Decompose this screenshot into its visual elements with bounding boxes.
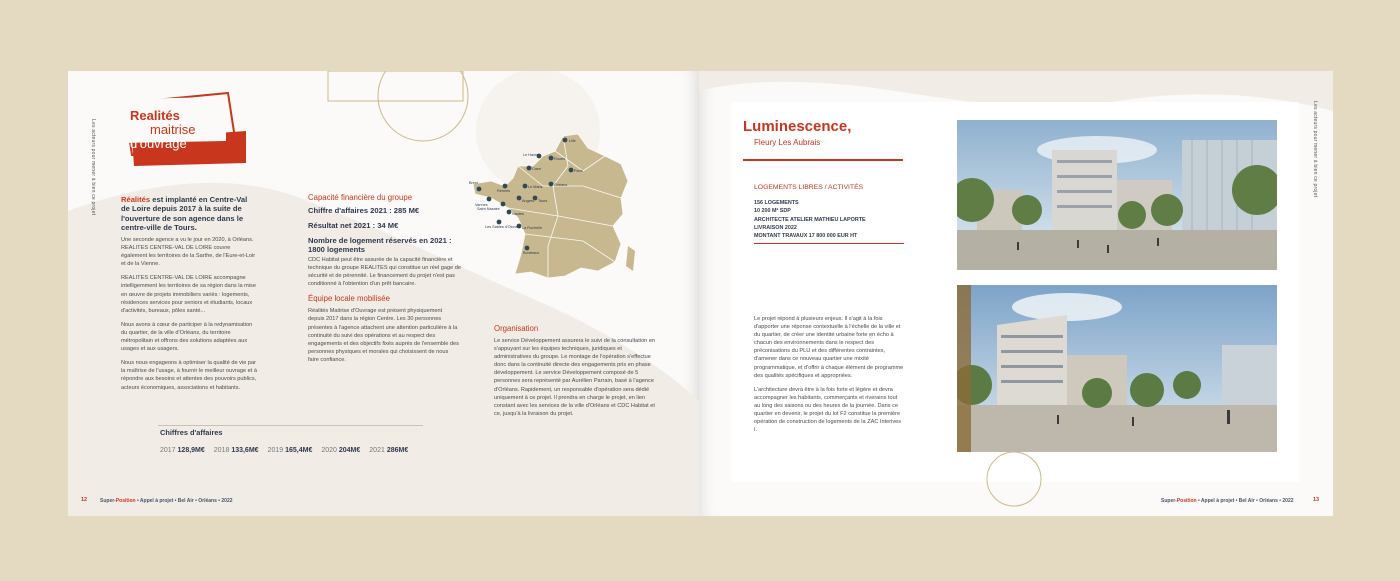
- finance-block: [308, 193, 468, 364]
- architecture-render-2: [957, 285, 1277, 452]
- title-line-2: maitrise: [150, 122, 196, 137]
- net-line: Résultat net 2021 : 34 M€: [308, 221, 399, 230]
- map-label: Angers: [522, 199, 535, 203]
- spec-divider: [754, 243, 904, 244]
- body-paragraph: Nous avons à cœur de participer à la redynamisation du quartier, de la ville d'Orléans, du territoire métropolitain et offrons des solutions adaptées aux usages et aux usagers.: [121, 321, 253, 353]
- revenue-item: 2017 128,9M€: [160, 447, 205, 454]
- project-subtitle: Fleury Les Aubrais: [754, 138, 821, 147]
- revenue-item: 2018 133,6M€: [213, 447, 259, 454]
- intro-lede: [121, 195, 251, 233]
- revenue-divider: [158, 425, 423, 426]
- revenue-item: 2020 204M€: [321, 447, 361, 454]
- map-label: Le Mans: [528, 185, 543, 189]
- decorative-circle: [984, 441, 1044, 516]
- revenue-item: 2019 165,4M€: [267, 447, 313, 454]
- spec-item: ARCHITECTE ATELIER MATHIEU LAPORTE: [754, 216, 866, 223]
- side-label: Les acteurs pour mener à bien ce projet: [1312, 101, 1318, 198]
- map-label: Rennes: [497, 189, 511, 193]
- revenue-heading: Chiffres d'affaires: [160, 428, 223, 437]
- intro-body: [121, 236, 257, 398]
- page-number: 12: [81, 497, 88, 503]
- finance-heading: Capacité financière du groupe: [308, 193, 413, 202]
- body-paragraph: REALITES CENTRE-VAL DE LOIRE accompagne intelligemment les territoires de sa région dans la mise en œuvre de projets immobiliers variés : logements, résidences services pour seniors et étudiants, locaux d'activités, bureaux, pôles santé...: [121, 275, 256, 314]
- organisation-heading: Organisation: [494, 324, 539, 333]
- architecture-render-1: [957, 120, 1277, 270]
- organisation-text: Le service Développement assurera le suivi de la consultation en s'appuyant sur les équipes techniques, juridiques et administratives du groupe. Le montage de l'opération s'effectue donc dans la continuité directe des engagements pris en phase développement. Le service Développement composé de 5 personnes sera représenté par Aurélien Parrain, basé à l'agence d'Orléans. Rapidement, un responsable d'opération sera dédié uniquement à ce projet. Il prendra en charge le projet, en lien constant avec les services de la ville d'Orléans et CDC Habitat et ce, jusqu'à la livraison du projet.: [494, 338, 656, 417]
- map-label: Caen: [532, 167, 542, 171]
- map-label: Vannes: [475, 203, 488, 207]
- body-paragraph: Nous nous engageons à optimiser la qualité de vie par la maîtrise de l'usage, à fournir le meilleur ouvrage et à répondre aux besoins et attentes des pouvoirs publics, acteurs économiques, associations et habitants.: [121, 360, 258, 391]
- map-label: Brest: [469, 181, 478, 185]
- description-paragraph: L'architecture devra être à la fois forte et légère et devra accompagner les habitants, commerçants et riverains tout au long des saisons ou des heures de la journée. Dans ce quartier en devenir, le projet du lot F2 constitue la première opération de construction de logements de la ZAC Interives I.: [754, 386, 902, 434]
- map-label: Bordeaux: [523, 251, 540, 255]
- ca-line: Chiffre d'affaires 2021 : 285 M€: [308, 206, 420, 215]
- map-label: Les Sables d'Olonne: [485, 225, 520, 229]
- spec-list: [754, 199, 914, 240]
- map-label: Paris: [574, 169, 583, 173]
- map-label: Tours: [538, 199, 548, 203]
- map-label: Orléans: [554, 183, 568, 187]
- organisation-block: [494, 324, 656, 418]
- revenue-item: 2021 286M€: [369, 447, 409, 454]
- spec-item: 156 LOGEMENTS: [754, 200, 799, 206]
- intro-rest: est implanté en Centre-Val de Loire depuis 2017 à la suite de l'ouverture de son agence dans le centre-ville de Tours.: [121, 195, 248, 233]
- revenue-list: [160, 447, 408, 454]
- left-page: [68, 71, 699, 516]
- finance-text: CDC Habitat peut être assurée de la capacité financière et technique du groupe REALITES qui constitue un réel gage de sécurité et de pérennité. Le financement du projet n'est pas conditionné à l'obtention d'un prêt bancaire.: [308, 257, 462, 288]
- spec-item: LIVRAISON 2022: [754, 224, 797, 231]
- map-label: Nantes: [512, 212, 525, 216]
- france-map: [463, 126, 643, 291]
- logements-line: Nombre de logement réservés en 2021 : 1800 logements: [308, 236, 452, 254]
- map-label: La Rochelle: [522, 226, 543, 230]
- footer: Super-Position • Appel à projet • Bel Air • Orléans • 2022: [100, 498, 233, 504]
- spec-item: MONTANT TRAVAUX 17 800 000 EUR HT: [754, 233, 858, 240]
- footer: Super-Position • Appel à projet • Bel Air • Orléans • 2022: [1161, 498, 1294, 504]
- map-label: Rouen: [554, 157, 566, 161]
- map-label: Lille: [569, 139, 576, 143]
- map-label: Saint Nazaire: [477, 207, 500, 211]
- spec-item: 10 200 M² SDP: [754, 208, 791, 215]
- description-paragraph: Le projet répond à plusieurs enjeux. Il s'agit à la fois d'apporter une réponse contextuelle à l'échelle de la ville et du quartier, de créer une identité urbaine forte en écho à chacun des environnements dans le respect des préconisations du PLU et des différentes contraintes, d'amener dans ce nouveau quartier une mixité programmatique, et d'offrir à chaque élément de programme des qualités spécifiques et appropriées.: [754, 316, 904, 379]
- team-text: Réalités Maitrise d'Ouvrage est présent physiquement depuis 2017 dans la région Centre. Les 30 personnes présentes à l'agence attachent une attention particulière à la continuité du suivi des opérations et au respect des engagements et des objectifs fixés auprès de l'ensemble des personnes physiques et morales qui choisissent de nous faire confiance.: [308, 308, 459, 363]
- project-description: [754, 315, 904, 440]
- page-number: 13: [1313, 497, 1320, 503]
- spec-heading: LOGEMENTS LIBRES / ACTIVITÉS: [754, 184, 864, 191]
- title-line-3: d'ouvrage: [130, 136, 187, 151]
- page-title: [130, 109, 196, 151]
- map-label: Le Havre: [523, 153, 539, 157]
- right-page: [699, 71, 1333, 516]
- body-paragraph: Une seconde agence a vu le jour en 2020, à Orléans. REALITES CENTRE-VAL DE LOIRE couvre également les territoires de la Sarthe, de l'Eure-et-Loir et de la Vienne.: [121, 237, 256, 268]
- title-line-1: Realités: [130, 108, 180, 123]
- side-label: Les acteurs pour mener à bien ce projet: [90, 119, 96, 216]
- intro-brand: Réalités: [121, 195, 151, 204]
- title-underline: [743, 159, 903, 161]
- project-title: Luminescence,: [743, 118, 852, 135]
- team-heading: Équipe locale mobilisée: [308, 294, 390, 304]
